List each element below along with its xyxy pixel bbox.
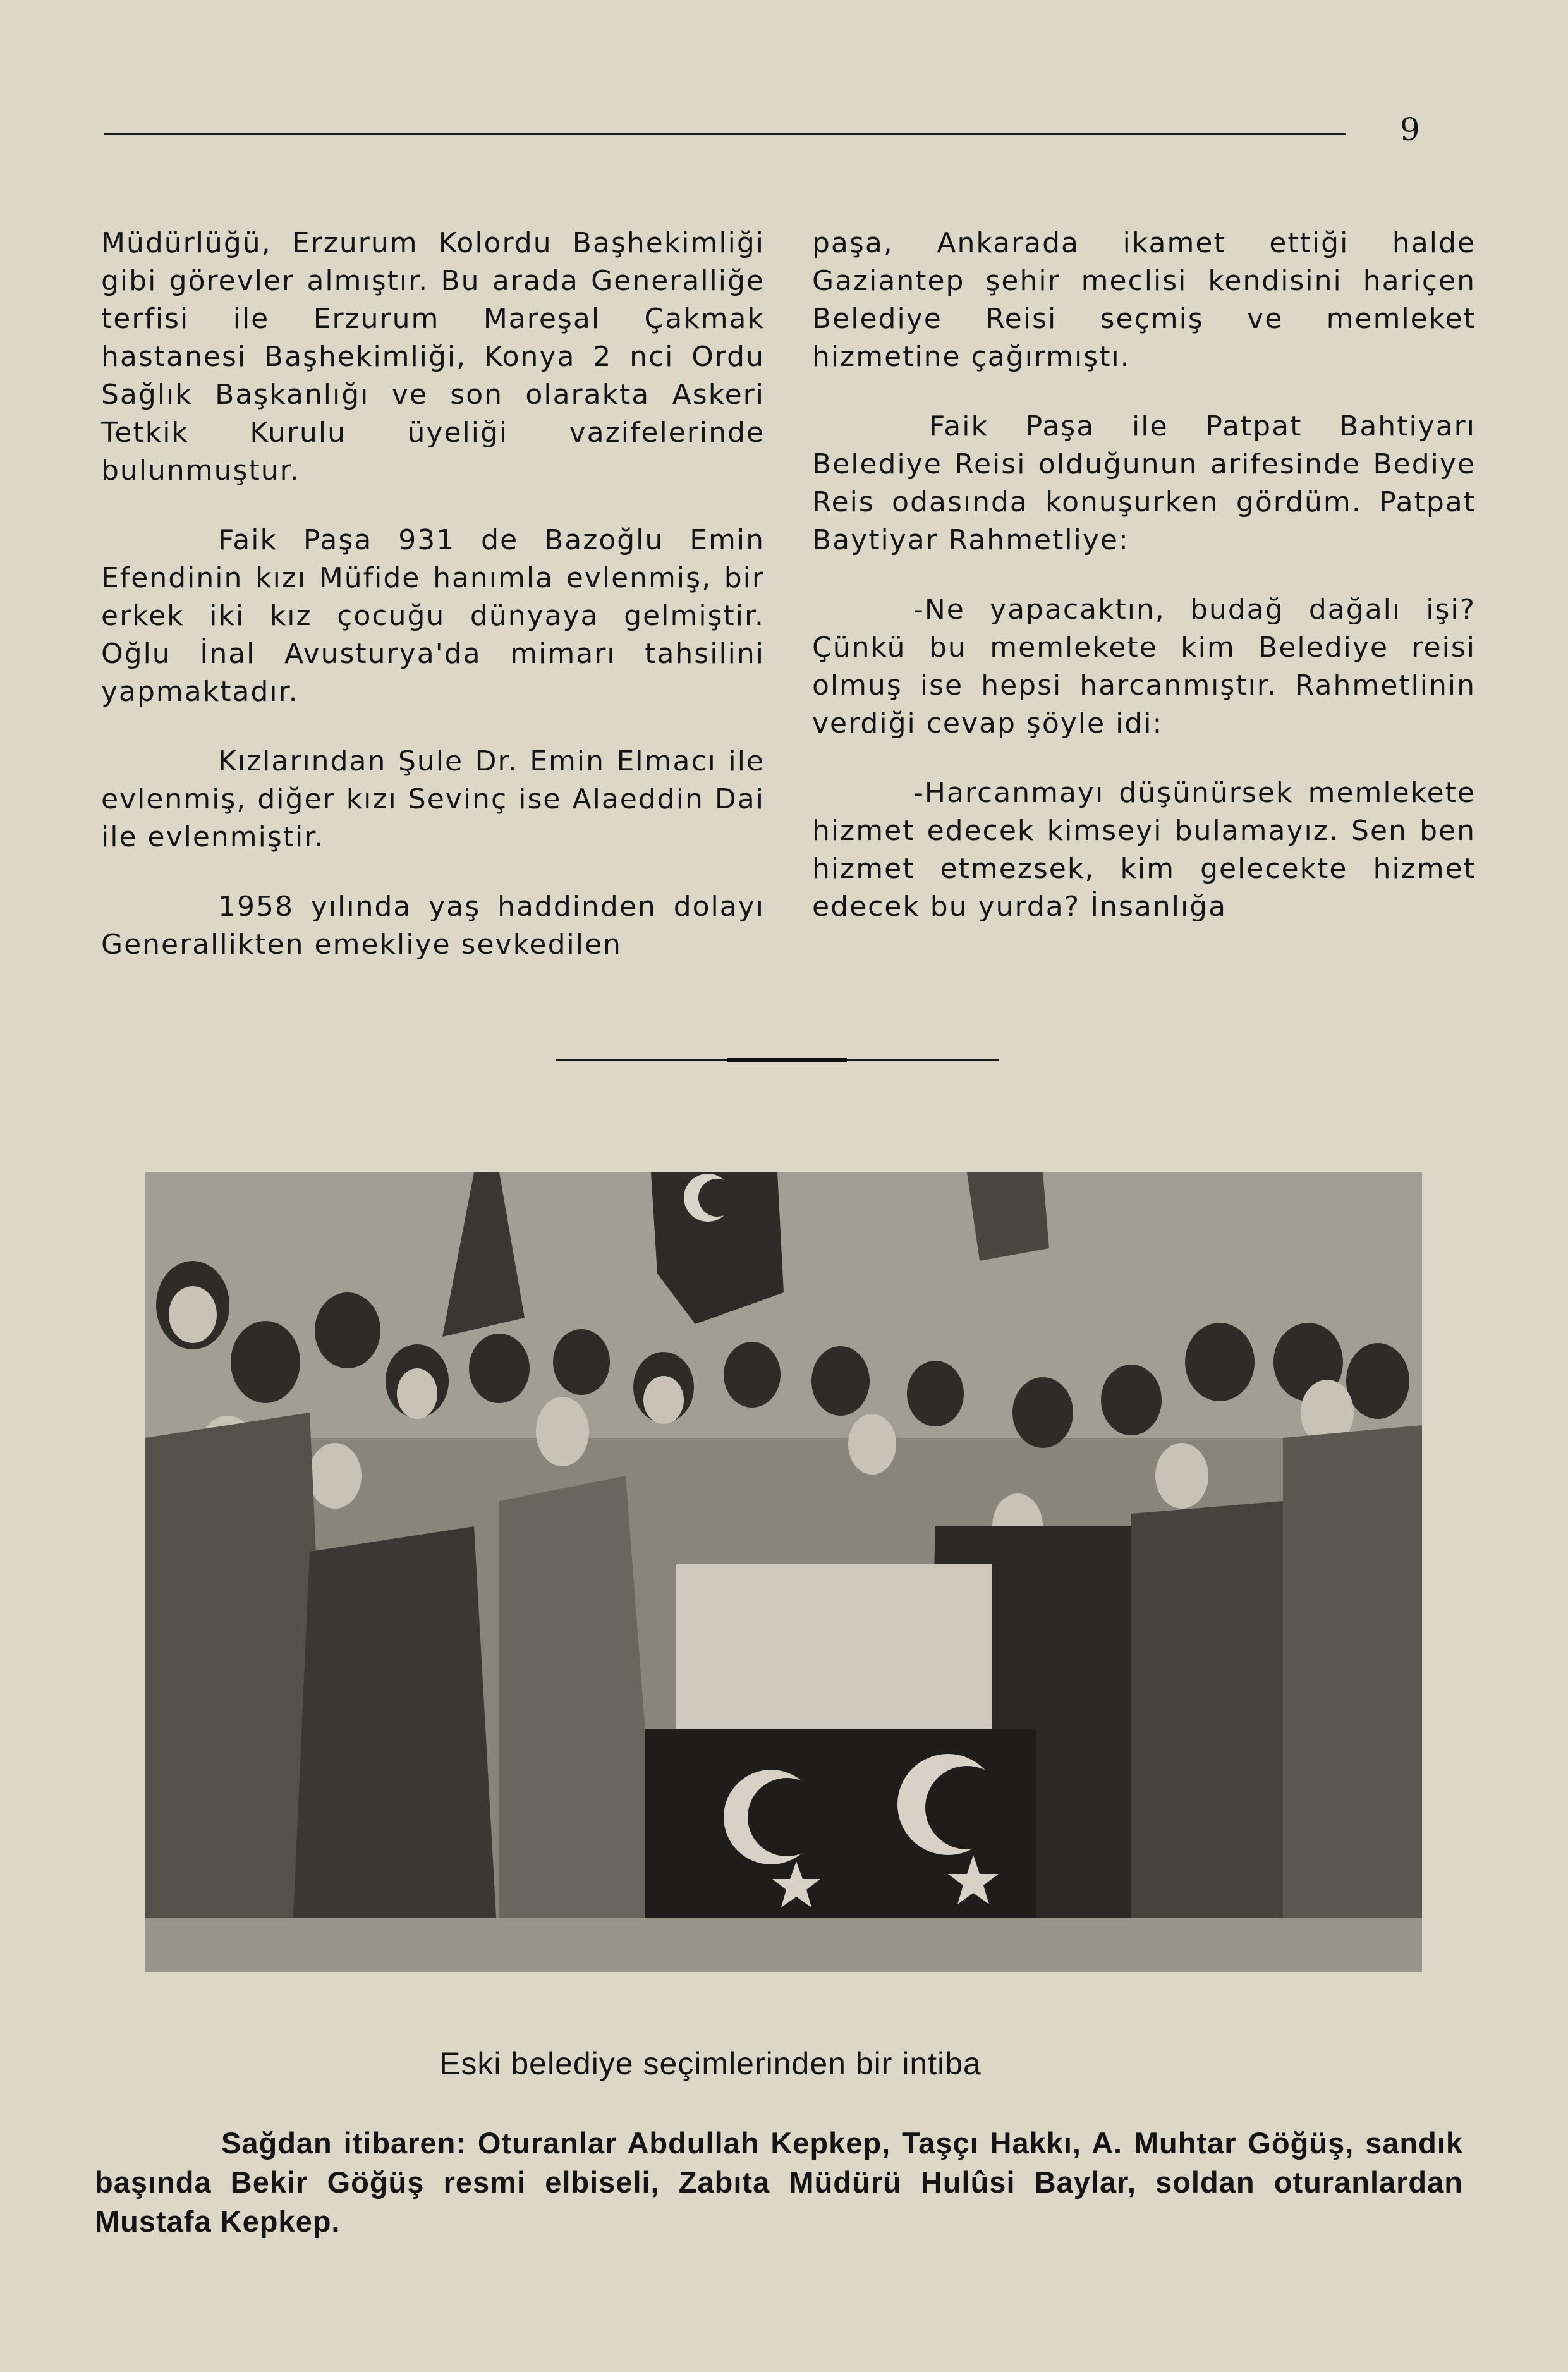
left-column (101, 224, 765, 995)
photo-caption-text: Sağdan itibaren: Oturanlar Abdullah Kepkep, Taşçı Hakkı, A. Muhtar Göğüş, sandık başında Bekir Göğüş resmi elbiseli, Zabıta Müdürü Hulûsi Baylar, soldan oturanlardan Mustafa Kepkep. (95, 2126, 1463, 2238)
left-paragraph: 1958 yılında yaş haddinden dolayı Generallikten emekliye sevkedilen (101, 891, 765, 961)
right-paragraph: -Ne yapacaktın, budağ dağalı işi? Çünkü bu memlekete kim Belediye reisi olmuş ise hepsi harcanmıştır. Rahmetlinin verdiği cevap şöyle idi: (812, 593, 1476, 739)
header-rule (104, 133, 1346, 135)
right-column (812, 224, 1476, 958)
left-paragraph: Kızlarından Şule Dr. Emin Elmacı ile evlenmiş, diğer kızı Sevinç ise Alaeddin Dai ile evlenmiştir. (101, 745, 765, 853)
photo-illustration (145, 1172, 1422, 1972)
page-number: 9 (1400, 111, 1420, 148)
left-paragraph: Faik Paşa 931 de Bazoğlu Emin Efendinin kızı Müfide hanımla evlenmiş, bir erkek iki kız çocuğu dünyaya gelmiştir. Oğlu İnal Avusturya'da mimarı tahsilini yapmaktadır. (101, 524, 765, 708)
right-paragraph: paşa, Ankarada ikamet ettiği halde Gaziantep şehir meclisi kendisini hariçen Belediye Reisi seçmiş ve memleket hizmetine çağırmıştı. (812, 227, 1476, 373)
left-paragraph: Müdürlüğü, Erzurum Kolordu Başhekimliği gibi görevler almıştır. Bu arada Generalliğe terfisi ile Erzurum Mareşal Çakmak hastanesi Başhekimliği, Konya 2 nci Ordu Sağlık Başkanlığı ve son olarakta Askeri Tetkik Kurulu üyeliği vazifelerinde bulunmuştur. (101, 227, 765, 487)
right-paragraph: Faik Paşa ile Patpat Bahtiyarı Belediye Reisi olduğunun arifesinde Bediye Reis odasında konuşurken gördüm. Patpat Baytiyar Rahmetliye: (812, 410, 1476, 556)
photo-caption-title: Eski belediye seçimlerinden bir intiba (439, 2046, 982, 2081)
group-photograph (145, 1172, 1422, 1972)
photo-caption (95, 2124, 1463, 2241)
right-paragraph: -Harcanmayı düşünürsek memlekete hizmet edecek kimseyi bulamayız. Sen ben hizmet etmezsek, kim gelecekte hizmet edecek bu yurda? İnsanlığa (812, 777, 1476, 923)
section-divider-accent (727, 1058, 847, 1062)
